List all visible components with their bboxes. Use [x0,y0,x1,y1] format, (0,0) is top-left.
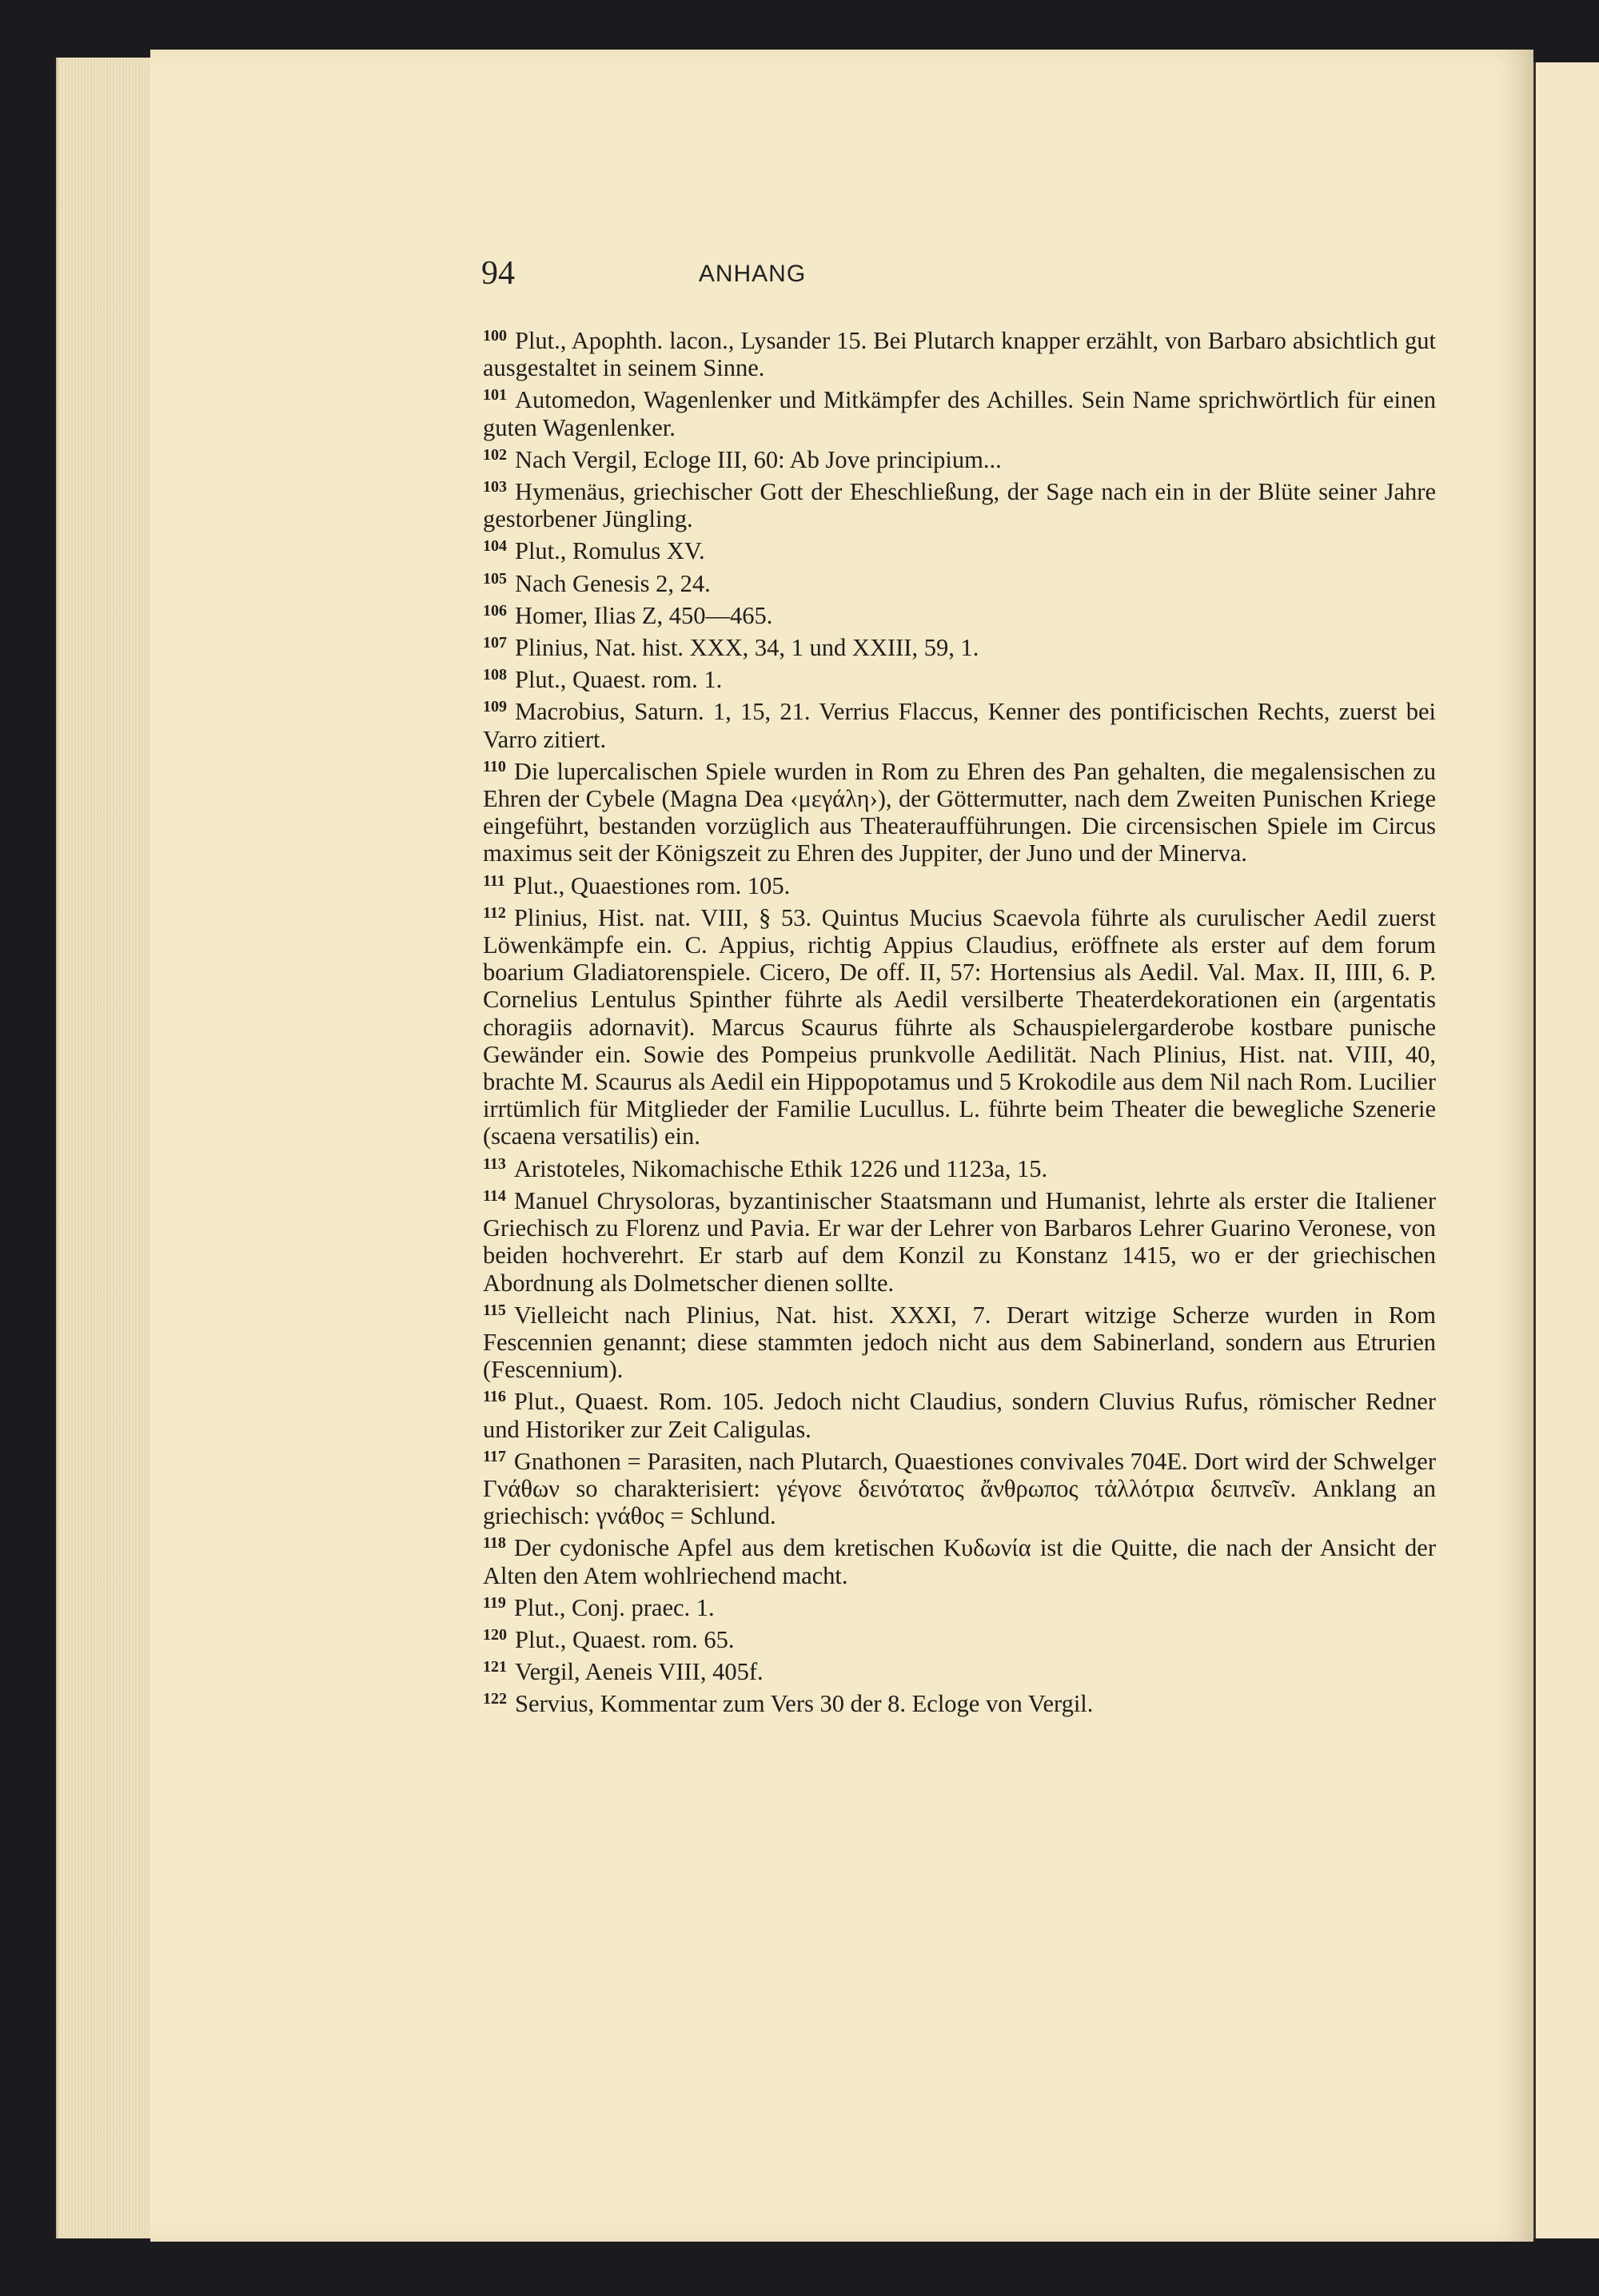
endnote-number: 122 [483,1690,507,1708]
endnote-number: 106 [483,601,507,620]
endnote [483,661,1436,693]
endnote-number: 100 [483,327,507,345]
endnote-number: 116 [483,1388,506,1406]
endnote [483,1621,1436,1653]
endnote-number: 117 [483,1447,506,1465]
endnote [483,565,1436,597]
endnote-number: 104 [483,537,507,556]
endnote-number: 120 [483,1625,507,1644]
endnote-number: 112 [483,903,506,922]
endnote-text: Plut., Apophth. lacon., Lysander 15. Bei Plutarch knapper erzählt, von Barbaro absichtlich gut ausgestaltet in seinem Sinne. [483,327,1436,382]
endnote-text: Automedon, Wagenlenker und Mitkämpfer des Achilles. Sein Name sprichwörtlich für einen guten Wagenlenker. [483,386,1436,441]
endnote-number: 113 [483,1154,506,1173]
endnote-text: Plut., Quaest. rom. 1. [515,666,723,694]
endnote [483,867,1436,899]
endnote-text: Plut., Quaest. Rom. 105. Jedoch nicht Claudius, sondern Cluvius Rufus, römischer Redner und Historiker zur Zeit Caligulas. [483,1388,1436,1443]
endnote-number: 101 [483,386,507,405]
endnote-text: Nach Genesis 2, 24. [515,569,711,597]
endnote-number: 105 [483,569,507,588]
endnote-text: Plut., Conj. praec. 1. [513,1593,715,1621]
endnote-number: 118 [483,1534,506,1553]
running-head: ANHANG [698,261,807,287]
endnote-text: Hymenäus, griechischer Gott der Eheschließung, der Sage nach ein in der Blüte seiner Jahre gestorbener Jüngling. [483,478,1436,533]
endnote [483,322,1436,381]
endnote [483,1653,1436,1685]
endnote-number: 108 [483,666,507,684]
endnote-text: Plut., Quaestiones rom. 105. [512,871,791,899]
endnote-number: 109 [483,698,507,716]
endnote-number: 102 [483,445,507,464]
endnote-text: Plut., Quaest. rom. 65. [515,1625,735,1653]
endnote-number: 119 [483,1593,506,1612]
endnote-text: Nach Vergil, Ecloge III, 60: Ab Jove principium... [515,445,1002,473]
endnote-number: 103 [483,478,507,496]
endnote-text: Macrobius, Saturn. 1, 15, 21. Verrius Flaccus, Kenner des pontificischen Rechts, zuerst bei Varro zitiert. [483,698,1436,753]
endnote [483,597,1436,629]
endnote [483,1297,1436,1384]
endnote-text: Homer, Ilias Z, 450—465. [515,601,773,629]
endnote [483,629,1436,661]
endnote-text: Die lupercalischen Spiele wurden in Rom zu Ehren des Pan gehalten, die megalensischen zu Ehren der Cybele (Magna Dea ‹μεγάλη›), der Göttermutter, nach dem Zweiten Punischen Kriege eingeführt, bestanden vorzüglich aus Theateraufführungen. Die circensischen Spiele im Circus maximus seit der Königszeit zu Ehren des Juppiter, der Juno und der Minerva. [483,757,1436,867]
endnote [483,1150,1436,1182]
endnote-number: 107 [483,634,507,652]
endnote [483,1182,1436,1297]
endnote-text: Vielleicht nach Plinius, Nat. hist. XXXI, 7. Derart witzige Scherze wurden in Rom Fescennien genannt; diese stammten jedoch nicht aus dem Sabinerland, sondern aus Etrurien (Fescennium). [483,1301,1436,1384]
endnote-text: Plinius, Nat. hist. XXX, 34, 1 und XXIII, 59, 1. [515,634,979,662]
endnote [483,899,1436,1150]
endnote-text: Aristoteles, Nikomachische Ethik 1226 und 1123a, 15. [513,1154,1048,1182]
endnote-text: Vergil, Aeneis VIII, 405f. [515,1658,764,1686]
endnote-number: 110 [483,757,506,775]
endnote [483,753,1436,867]
endnotes-list [483,322,1436,1718]
endnote [483,1685,1436,1717]
endnote-text: Plut., Romulus XV. [515,537,705,565]
page-number: 94 [481,255,515,292]
endnote [483,473,1436,532]
endnote-text: Servius, Kommentar zum Vers 30 der 8. Ecloge von Vergil. [515,1690,1094,1718]
endnote [483,1443,1436,1530]
page-header [481,254,1023,294]
endnote-number: 114 [483,1186,506,1205]
endnote [483,693,1436,752]
book-page-edges [56,58,154,2238]
endnote [483,381,1436,440]
endnote [483,1589,1436,1621]
endnote-number: 115 [483,1301,506,1319]
endnote-text: Gnathonen = Parasiten, nach Plutarch, Quaestiones convivales 704E. Dort wird der Schwelger Γνάθων so charakterisiert: γέγονε δεινότατος ἄνθρωπος τἀλλότρια δειπνεῖν. Anklang an griechisch: γνάθος = Schlund. [483,1447,1436,1530]
endnote [483,532,1436,564]
next-page-edge [1533,62,1599,2238]
endnote-text: Manuel Chrysoloras, byzantinischer Staatsmann und Humanist, lehrte als erster die Italiener Griechisch zu Florenz und Pavia. Er war der Lehrer von Barbaros Lehrer Guarino Veronese, von beiden hochverehrt. Er starb auf dem Konzil zu Konstanz 1415, wo er der griechischen Abordnung als Dolmetscher dienen sollte. [483,1186,1436,1297]
endnote-text: Plinius, Hist. nat. VIII, § 53. Quintus Mucius Scaevola führte als curulischer Aedil zuerst Löwenkämpfe ein. C. Appius, richtig Appius Claudius, eröffnete als erster auf dem forum boarium Gladiatorenspiele. Cicero, De off. II, 57: Hortensius als Aedil. Val. Max. II, IIII, 6. P. Cornelius Lentulus Spinther führte als Aedil versilberte Theaterdekorationen ein (argentatis choragiis adornavit). Marcus Scaurus führte als Schauspielergarderobe kostbare punische Gewänder ein. Sowie des Pompeius prunkvolle Aedilität. Nach Plinius, Hist. nat. VIII, 40, brachte M. Scaurus als Aedil ein Hippopotamus und 5 Krokodile aus dem Nil nach Rom. Lucilier irrtümlich für Mitglieder der Familie Lucullus. L. führte beim Theater die bewegliche Szenerie (scaena versatilis) ein. [483,903,1436,1150]
endnote [483,1529,1436,1588]
endnote [483,1383,1436,1442]
endnote-text: Der cydonische Apfel aus dem kretischen Κυδωνία ist die Quitte, die nach der Ansicht der Alten den Atem wohlriechend macht. [483,1534,1436,1589]
endnote-number: 111 [483,871,505,890]
endnote-number: 121 [483,1658,507,1676]
endnote [483,441,1436,473]
